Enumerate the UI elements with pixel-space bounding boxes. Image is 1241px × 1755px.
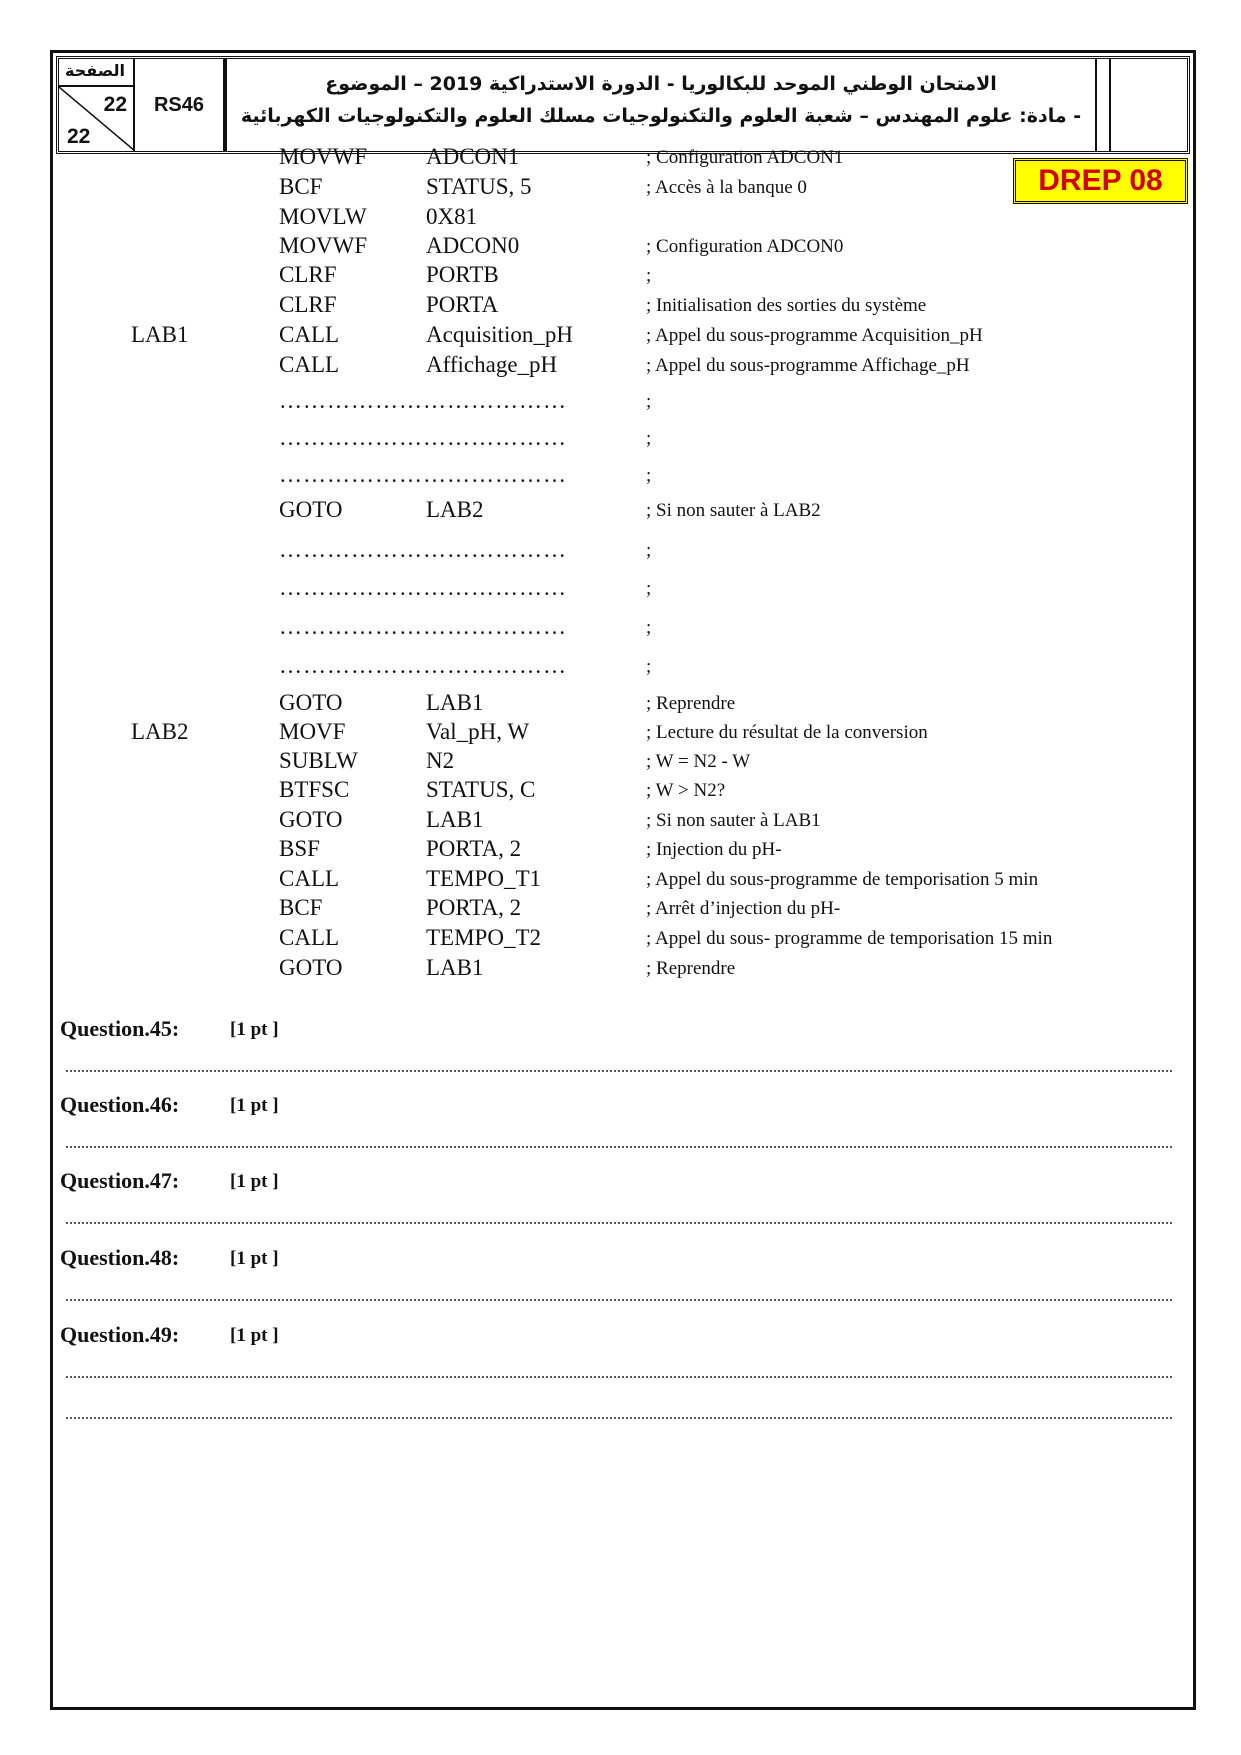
question-points: [1 pt ]: [230, 1171, 279, 1192]
question-title: Question.48:: [60, 1245, 180, 1270]
question-points: [1 pt ]: [230, 1019, 279, 1040]
code-comment: ;: [646, 428, 652, 449]
code-comment: ;: [646, 465, 652, 486]
question-points: [1 pt ]: [230, 1095, 279, 1116]
code-mnemonic: CALL: [279, 866, 340, 891]
code-comment: ; Reprendre: [646, 958, 736, 979]
exam-title-line2: - مادة: علوم المهندس – شعبة العلوم والتكنولوجيات مسلك العلوم والتكنولوجيات الكهربائية: [240, 105, 1082, 127]
code-comment: ; Accès à la banque 0: [646, 177, 807, 198]
code-operand: TEMPO_T2: [426, 925, 541, 950]
code-mnemonic: BSF: [279, 836, 320, 861]
code-mnemonic: MOVF: [279, 719, 346, 744]
code-operand: PORTA: [426, 292, 499, 317]
code-comment: ; Lecture du résultat de la conversion: [646, 722, 928, 743]
code-comment: ;: [646, 578, 652, 599]
divider: [1109, 59, 1111, 151]
code-mnemonic: CALL: [279, 352, 340, 377]
page-number-cell: [59, 59, 135, 151]
code-operand: Val_pH, W: [426, 719, 530, 744]
code-mnemonic: GOTO: [279, 497, 343, 522]
code-comment: ; Injection du pH-: [646, 839, 782, 860]
header-empty-cell: [1095, 59, 1187, 151]
code-mnemonic: BCF: [279, 174, 323, 199]
answer-line[interactable]: [66, 1146, 1172, 1148]
code-comment: ; Configuration ADCON1: [646, 147, 844, 168]
code-comment: ; Appel du sous-programme Acquisition_pH: [646, 325, 983, 346]
exam-code: RS46: [135, 59, 225, 151]
exam-header: [56, 56, 1190, 154]
exam-title-line1: الامتحان الوطني الموحد للبكالوريا - الدورة الاستدراكية 2019 – الموضوع: [325, 73, 997, 95]
code-mnemonic: MOVWF: [279, 233, 368, 258]
page-number: 22: [103, 93, 127, 116]
code-operand: PORTA, 2: [426, 895, 522, 920]
code-comment: ; Reprendre: [646, 693, 736, 714]
answer-blank[interactable]: ………………………………: [279, 388, 567, 413]
answer-blank[interactable]: ………………………………: [279, 425, 567, 450]
question-points: [1 pt ]: [230, 1248, 279, 1269]
code-comment: ;: [646, 265, 652, 286]
page-label: الصفحة: [65, 61, 126, 80]
code-comment: ;: [646, 617, 652, 638]
answer-blank[interactable]: ………………………………: [279, 653, 567, 678]
code-operand: LAB1: [426, 807, 484, 832]
code-operand: Affichage_pH: [426, 352, 558, 377]
code-operand: ADCON0: [426, 233, 520, 258]
code-mnemonic: MOVWF: [279, 144, 368, 169]
code-operand: ADCON1: [426, 144, 520, 169]
code-comment: ;: [646, 656, 652, 677]
page-total: 22: [67, 125, 91, 148]
code-operand: PORTA, 2: [426, 836, 522, 861]
answer-line[interactable]: [66, 1070, 1172, 1072]
code-comment: ;: [646, 391, 652, 412]
code-mnemonic: SUBLW: [279, 748, 358, 773]
code-mnemonic: CALL: [279, 925, 340, 950]
code-mnemonic: MOVLW: [279, 204, 367, 229]
code-comment: ; Initialisation des sorties du système: [646, 295, 927, 316]
code-comment: ; Appel du sous-programme de temporisation 5 min: [646, 869, 1039, 890]
code-comment: ; Si non sauter à LAB1: [646, 810, 821, 831]
answer-line[interactable]: [66, 1299, 1172, 1301]
code-operand: LAB1: [426, 690, 484, 715]
answer-blank[interactable]: ………………………………: [279, 614, 567, 639]
code-comment: ; Appel du sous- programme de temporisation 15 min: [646, 928, 1053, 949]
question-points: [1 pt ]: [230, 1325, 279, 1346]
code-operand: LAB1: [426, 955, 484, 980]
code-comment: ;: [646, 540, 652, 561]
code-label: LAB1: [131, 322, 189, 347]
answer-blank[interactable]: ………………………………: [279, 537, 567, 562]
code-operand: TEMPO_T1: [426, 866, 541, 891]
question-title: Question.49:: [60, 1322, 180, 1347]
code-mnemonic: GOTO: [279, 955, 343, 980]
code-comment: ; W = N2 - W: [646, 751, 751, 772]
answer-line[interactable]: [66, 1417, 1172, 1419]
code-mnemonic: CLRF: [279, 292, 337, 317]
code-comment: ; W > N2?: [646, 780, 726, 801]
code-operand: N2: [426, 748, 455, 773]
code-mnemonic: GOTO: [279, 807, 343, 832]
code-operand: LAB2: [426, 497, 484, 522]
code-label: LAB2: [131, 719, 189, 744]
answer-blank[interactable]: ………………………………: [279, 462, 567, 487]
code-comment: ; Appel du sous-programme Affichage_pH: [646, 355, 970, 376]
answer-blank[interactable]: ………………………………: [279, 575, 567, 600]
code-operand: PORTB: [426, 262, 499, 287]
question-title: Question.47:: [60, 1168, 180, 1193]
exam-title-cell: [225, 59, 1095, 151]
code-comment: ; Arrêt d’injection du pH-: [646, 898, 841, 919]
code-mnemonic: CALL: [279, 322, 340, 347]
code-mnemonic: BTFSC: [279, 777, 350, 802]
drep-badge: DREP 08: [1013, 158, 1188, 204]
code-operand: STATUS, 5: [426, 174, 532, 199]
answer-line[interactable]: [66, 1376, 1172, 1378]
question-title: Question.45:: [60, 1016, 180, 1041]
code-mnemonic: BCF: [279, 895, 323, 920]
code-mnemonic: CLRF: [279, 262, 337, 287]
code-operand: Acquisition_pH: [426, 322, 573, 347]
answer-line[interactable]: [66, 1222, 1172, 1224]
code-mnemonic: GOTO: [279, 690, 343, 715]
code-comment: ; Configuration ADCON0: [646, 236, 844, 257]
code-comment: ; Si non sauter à LAB2: [646, 500, 821, 521]
code-operand: 0X81: [426, 204, 478, 229]
question-title: Question.46:: [60, 1092, 180, 1117]
code-operand: STATUS, C: [426, 777, 536, 802]
